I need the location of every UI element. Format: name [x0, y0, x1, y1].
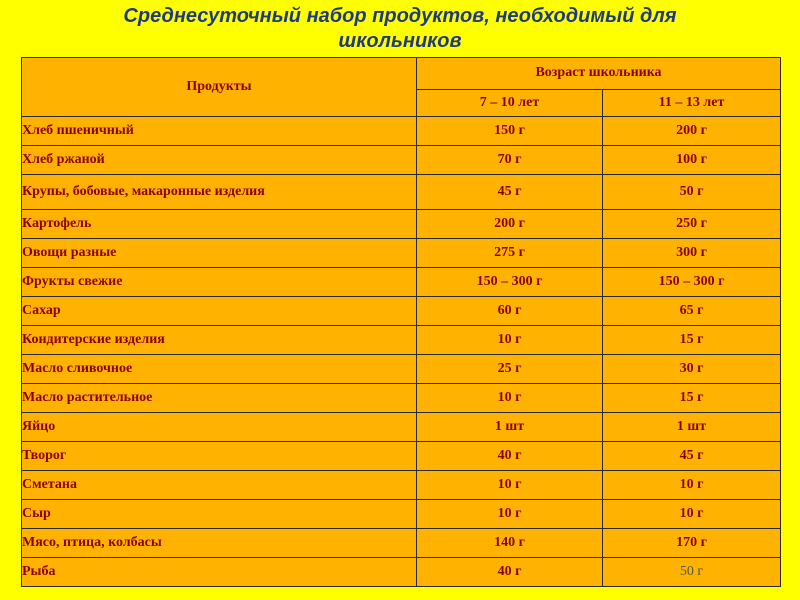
amount-11-13: 150 – 300 г: [603, 268, 781, 297]
amount-7-10: 45 г: [417, 175, 603, 210]
amount-7-10: 10 г: [417, 384, 603, 413]
table-row: [22, 210, 781, 239]
amount-11-13: 10 г: [603, 471, 781, 500]
amount-7-10: 70 г: [417, 146, 603, 175]
header-age-group-2: 11 – 13 лет: [603, 89, 781, 116]
table-row: [22, 175, 781, 210]
amount-7-10: 10 г: [417, 500, 603, 529]
table-row: [22, 355, 781, 384]
amount-7-10: 60 г: [417, 297, 603, 326]
table-row: [22, 471, 781, 500]
table-row: [22, 239, 781, 268]
product-name: Хлеб пшеничный: [22, 117, 417, 146]
product-name: Картофель: [22, 210, 417, 239]
table-row: [22, 442, 781, 471]
amount-11-13: 10 г: [603, 500, 781, 529]
amount-11-13: 45 г: [603, 442, 781, 471]
product-name: Масло сливочное: [22, 355, 417, 384]
amount-7-10: 10 г: [417, 471, 603, 500]
product-name: Крупы, бобовые, макаронные изделия: [22, 175, 417, 210]
table-row: [22, 413, 781, 442]
amount-11-13: 1 шт: [603, 413, 781, 442]
amount-7-10: 40 г: [417, 558, 603, 587]
amount-11-13: 15 г: [603, 326, 781, 355]
table-row: [22, 146, 781, 175]
amount-11-13: 30 г: [603, 355, 781, 384]
amount-11-13: 300 г: [603, 239, 781, 268]
page-title: Среднесуточный набор продуктов, необходимый для школьников: [123, 5, 677, 52]
amount-11-13: 50 г: [603, 175, 781, 210]
amount-7-10: 40 г: [417, 442, 603, 471]
product-name: Овощи разные: [22, 239, 417, 268]
product-name: Фрукты свежие: [22, 268, 417, 297]
table-row: [22, 117, 781, 146]
table-row: [22, 268, 781, 297]
table-row: [22, 558, 781, 587]
amount-7-10: 200 г: [417, 210, 603, 239]
header-age: Возраст школьника: [417, 58, 781, 90]
table-row: [22, 500, 781, 529]
amount-7-10: 25 г: [417, 355, 603, 384]
products-table: [21, 57, 781, 587]
amount-11-13: 100 г: [603, 146, 781, 175]
amount-11-13: 200 г: [603, 117, 781, 146]
table-row: [22, 529, 781, 558]
table-row: [22, 326, 781, 355]
product-name: Сметана: [22, 471, 417, 500]
amount-7-10: 150 г: [417, 117, 603, 146]
product-name: Яйцо: [22, 413, 417, 442]
amount-11-13: 170 г: [603, 529, 781, 558]
amount-11-13: 65 г: [603, 297, 781, 326]
amount-7-10: 275 г: [417, 239, 603, 268]
product-name: Мясо, птица, колбасы: [22, 529, 417, 558]
amount-7-10: 1 шт: [417, 413, 603, 442]
amount-11-13: 50 г: [603, 558, 781, 587]
amount-7-10: 150 – 300 г: [417, 268, 603, 297]
product-name: Сахар: [22, 297, 417, 326]
product-name: Масло растительное: [22, 384, 417, 413]
product-name: Кондитерские изделия: [22, 326, 417, 355]
product-name: Хлеб ржаной: [22, 146, 417, 175]
header-age-group-1: 7 – 10 лет: [417, 89, 603, 116]
product-name: Рыба: [22, 558, 417, 587]
amount-7-10: 10 г: [417, 326, 603, 355]
table-row: [22, 384, 781, 413]
header-products: Продукты: [22, 58, 417, 117]
amount-11-13: 250 г: [603, 210, 781, 239]
amount-11-13: 15 г: [603, 384, 781, 413]
product-name: Творог: [22, 442, 417, 471]
table-row: [22, 297, 781, 326]
amount-7-10: 140 г: [417, 529, 603, 558]
product-name: Сыр: [22, 500, 417, 529]
